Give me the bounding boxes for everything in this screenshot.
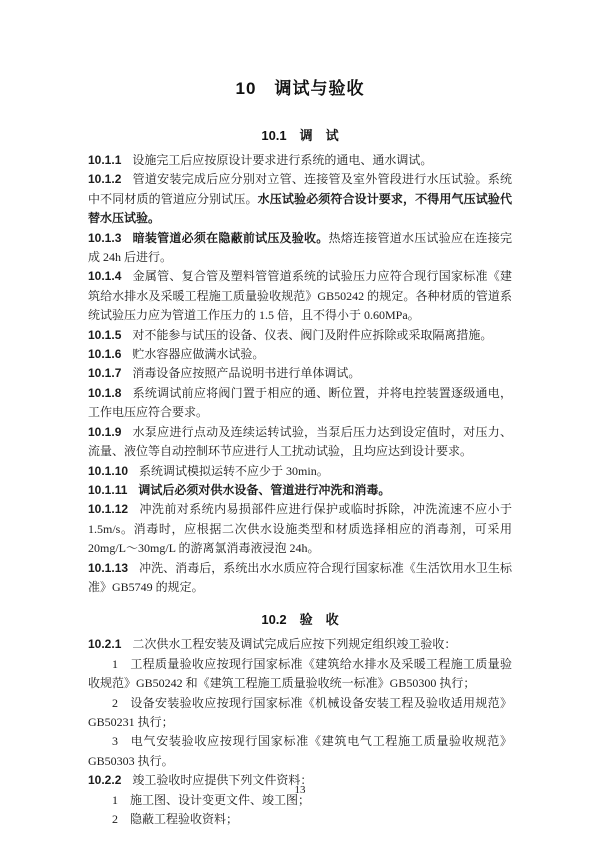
clause-text: 贮水容器应做满水试验。 [132,347,265,362]
clause-text: 金属管、复合管及塑料管管道系统的试验压力应符合现行国家标准《建筑给水排水及采暖工程施工质量验收规范》GB50242 的规定。各种材质的管道系统试验压力应为管道工作压力的 1.5 倍，且不得小于 0.60MPa。 [88,269,512,323]
clause-number: 10.1.2 [88,172,122,187]
clause-number: 10.1.10 [88,463,129,478]
subitem-text: 隐蔽工程验收资料； [130,812,239,826]
clause-number: 10.1.9 [88,424,122,439]
subitem-text: 工程质量验收应按现行国家标准《建筑给水排水及采暖工程施工质量验收规范》GB50242 和《建筑工程施工质量验收统一标准》GB50300 执行； [88,656,512,691]
clause-10.1.8 [88,384,512,423]
subitem-number: 2 [112,812,118,826]
clause-10.2.1 [88,635,512,654]
sections-container [88,125,512,829]
clause-number: 10.1.6 [88,347,122,362]
clause-text: 冲洗、消毒后，系统出水水质应符合现行国家标准《生活饮用水卫生标准》GB5749 的规定。 [88,560,512,594]
clause-text: 调试后必须对供水设备、管道进行冲洗和消毒。 [138,482,391,497]
clause-10.1.11 [88,481,512,500]
chapter-title: 10 调试与验收 [235,79,365,98]
clause-number: 10.1.11 [88,482,128,497]
clause-number: 10.2.1 [88,637,122,652]
clause-10.1.13 [88,559,512,598]
clause-number: 10.1.4 [88,269,122,284]
subitem-number: 2 [112,695,118,710]
clause-text: 设施完工后应按原设计要求进行系统的通电、通水调试。 [132,153,433,167]
clause-10.1.2 [88,170,512,228]
subitem-10.2.1-1 [88,655,512,694]
clause-10.1.3 [88,229,512,268]
subitem-10.2.2-2 [88,810,512,829]
clause-text: 竣工验收时应提供下列文件资料： [132,773,313,788]
subitem-text: 施工图、设计变更文件、竣工图； [130,792,311,807]
section-heading: 10.2 验 收 [261,612,339,628]
subitem-number: 3 [112,734,118,749]
clause-text: 水压试验必须符合设计要求，不得用气压试验代替水压试验。 [88,191,512,226]
clause-10.1.6 [88,345,512,364]
clause-text: 暗装管道必须在隐蔽前试压及验收。 [132,230,329,245]
clause-10.1.1 [88,151,512,170]
clause-text: 系统调试模拟运转不应少于 30min。 [139,463,329,478]
page-number: 13 [294,784,306,796]
clause-number: 10.1.3 [88,230,122,245]
section-heading: 10.1 调 试 [261,128,339,143]
subitem-text: 电气安装验收应按现行国家标准《建筑电气工程施工质量验收规范》GB50303 执行。 [88,734,512,768]
clause-number: 10.1.5 [88,327,122,342]
clause-10.1.12 [88,500,512,558]
clause-number: 10.1.1 [88,153,122,167]
subitem-10.2.1-3 [88,732,512,771]
clause-text: 热熔连接管道水压试验应在连接完成 24h 后进行。 [88,230,512,265]
clause-number: 10.1.8 [88,385,122,400]
clause-10.1.5 [88,326,512,345]
subitem-text: 设备安装验收应按现行国家标准《机械设备安装工程及验收适用规范》GB50231 执行； [88,695,512,729]
clause-10.1.4 [88,267,512,325]
clause-text: 消毒设备应按照产品说明书进行单体调试。 [132,366,361,381]
clause-text: 管道安装完成后应分别对立管、连接管及室外管段进行水压试验。系统中不同材质的管道应分别试压。 [88,172,512,206]
clause-text: 冲洗前对系统内易损部件应进行保护或临时拆除，冲洗流速不应小于 1.5m/s。消毒时，应根据二次供水设施类型和材质选择相应的消毒剂，可采用 20mg/L～30mg/L 的游离氯消毒液浸泡 24h。 [88,502,512,556]
clause-10.1.7 [88,364,512,383]
clause-number: 10.1.13 [88,560,129,575]
clause-text: 二次供水工程安装及调试完成后应按下列规定组织竣工验收： [132,637,457,652]
clause-text: 系统调试前应将阀门置于相应的通、断位置，并将电控装置逐级通电，工作电压应符合要求。 [88,385,512,420]
clause-text: 对不能参与试压的设备、仪表、阀门及附件应拆除或采取隔离措施。 [132,327,493,342]
clause-number: 10.1.12 [88,502,129,517]
subitem-number: 1 [112,792,118,807]
clause-number: 10.2.2 [88,773,122,788]
clause-text: 水泵应进行点动及连续运转试验，当泵后压力达到设定值时，对压力、流量、液位等自动控制环节应进行人工扰动试验，且均应达到设计要求。 [88,424,512,459]
subitem-number: 1 [112,656,118,671]
clause-10.1.10 [88,462,512,481]
subitem-10.2.1-2 [88,694,512,733]
clause-number: 10.1.7 [88,366,122,381]
clause-10.1.9 [88,423,512,462]
